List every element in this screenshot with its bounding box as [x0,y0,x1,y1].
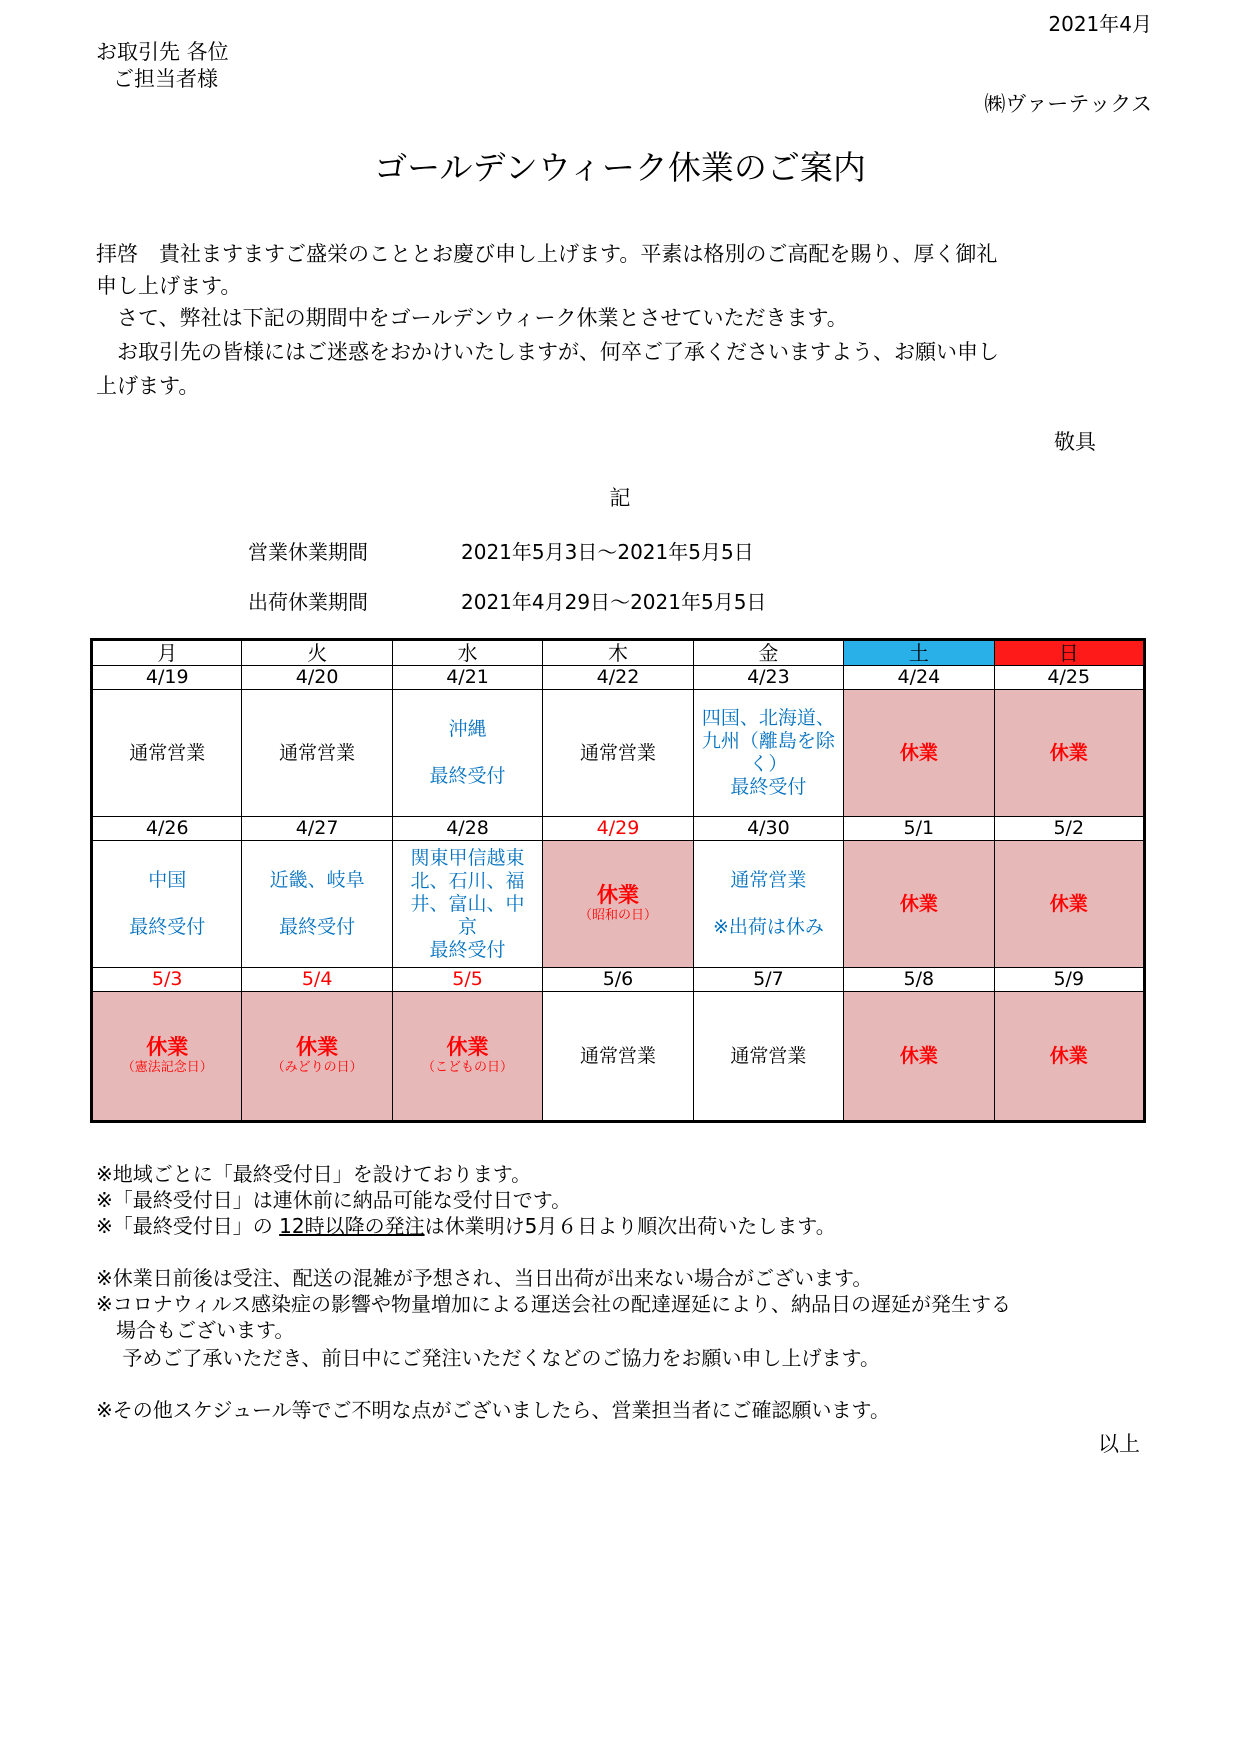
holiday-calendar [90,638,1146,1123]
weekday-sat: 土 [844,640,994,666]
note-6: 場合もございます。 [96,1318,295,1342]
status-cell [693,841,843,968]
holiday-name: （みどりの日） [271,1060,363,1075]
status-row [92,841,1145,968]
date-cell-holiday: 4/29 [543,817,693,841]
date-cell: 5/7 [693,968,843,992]
status-cell-closed: 休業 [994,841,1144,968]
date-cell: 5/9 [994,968,1144,992]
body-line-5: 上げます。 [96,374,200,398]
business-period-value: 2021年5月3日～2021年5月5日 [461,540,754,564]
date-cell: 4/26 [92,817,242,841]
date-cell: 4/23 [693,666,843,690]
body-line-1: 拝啓 貴社ますますご盛栄のこととお慶び申し上げます。平素は格別のご高配を賜り、厚く御礼 [96,242,998,266]
closing-keigu: 敬具 [1054,430,1096,454]
status-cell [392,841,542,968]
page-title: ゴールデンウィーク休業のご案内 [374,148,866,187]
recipient-line-2: ご担当者様 [113,67,218,91]
final-order-label: 最終受付 [429,765,506,787]
weekday-thu: 木 [543,640,693,666]
body-line-2: 申し上げます。 [96,274,242,298]
final-order-label: 最終受付 [730,776,807,798]
closed-label: 休業 [146,1035,189,1059]
date-row [92,817,1145,841]
date-cell: 4/19 [92,666,242,690]
note-4: ※休業日前後は受注、配送の混雑が予想され、当日出荷が出来ない場合がございます。 [96,1266,873,1290]
status-cell-closed: 休業 [844,690,994,817]
note-5: ※コロナウィルス感染症の影響や物量増加による運送会社の配達遅延により、納品日の遅延が発生する [96,1292,1011,1316]
holiday-name: （こどもの日） [422,1060,514,1075]
date-cell: 4/22 [543,666,693,690]
date-row [92,666,1145,690]
document-date: 2021年4月 [1048,12,1152,36]
status-cell: 通常営業 [92,690,242,817]
status-cell-closed: 休業 [844,992,994,1122]
shipping-note: ※出荷は休み [712,916,824,938]
status-cell [92,841,242,968]
region-label: 通常営業 [730,869,807,891]
note-3-underlined: 12時以降の発注 [279,1214,425,1238]
note-1: ※地域ごとに「最終受付日」を設けております。 [96,1162,532,1186]
date-cell: 5/6 [543,968,693,992]
date-cell: 4/28 [392,817,542,841]
date-cell: 4/20 [242,666,392,690]
note-7: 予めご了承いただき、前日中にご発注いただくなどのご協力をお願い申し上げます。 [96,1346,880,1370]
status-cell: 通常営業 [543,992,693,1122]
closed-label: 休業 [596,883,639,907]
weekday-tue: 火 [242,640,392,666]
status-cell [392,690,542,817]
weekday-mon: 月 [92,640,242,666]
closed-label: 休業 [296,1035,339,1059]
business-period-label: 営業休業期間 [248,540,368,564]
status-cell-closed [242,992,392,1122]
date-cell: 5/1 [844,817,994,841]
date-cell-holiday: 5/4 [242,968,392,992]
status-cell-closed: 休業 [994,690,1144,817]
date-cell: 4/30 [693,817,843,841]
shipping-period-value: 2021年4月29日～2021年5月5日 [461,590,767,614]
status-row [92,992,1145,1122]
weekday-header-row [92,640,1145,666]
holiday-name: （昭和の日） [578,908,657,923]
status-cell: 通常営業 [242,690,392,817]
final-order-label: 最終受付 [429,938,506,961]
closing-ijou: 以上 [1098,1432,1140,1456]
date-cell: 4/24 [844,666,994,690]
final-order-label: 最終受付 [129,916,206,938]
note-3 [96,1210,836,1239]
holiday-name: （憲法記念日） [121,1060,213,1075]
status-cell-closed [543,841,693,968]
region-label: 近畿、岐阜 [269,869,365,891]
company-name: ㈱ヴァーテックス [984,92,1152,116]
status-cell-closed: 休業 [994,992,1144,1122]
status-cell-closed [392,992,542,1122]
region-label: 中国 [148,869,187,891]
recipient-line-1: お取引先 各位 [96,40,229,64]
region-label: 四国、北海道、九州（離島を除く） [701,707,835,775]
status-cell: 通常営業 [543,690,693,817]
weekday-wed: 水 [392,640,542,666]
shipping-period-label: 出荷休業期間 [248,590,368,614]
region-label: 沖縄 [448,718,487,740]
ki-heading: 記 [609,486,631,510]
status-cell-closed: 休業 [844,841,994,968]
status-cell: 通常営業 [693,992,843,1122]
date-cell: 4/27 [242,817,392,841]
date-cell: 4/21 [392,666,542,690]
final-order-label: 最終受付 [279,916,356,938]
weekday-sun: 日 [994,640,1144,666]
date-row [92,968,1145,992]
note-2: ※「最終受付日」は連休前に納品可能な受付日です。 [96,1188,572,1212]
status-cell-closed [92,992,242,1122]
region-label: 関東甲信越東北、石川、福井、富山、中京 [410,846,525,938]
date-cell: 5/8 [844,968,994,992]
note-3-part-c: は休業明け5月６日より順次出荷いたします。 [424,1214,836,1238]
date-cell-holiday: 5/3 [92,968,242,992]
body-line-3: さて、弊社は下記の期間中をゴールデンウィーク休業とさせていただきます。 [96,306,848,330]
date-cell: 5/2 [994,817,1144,841]
weekday-fri: 金 [693,640,843,666]
note-8: ※その他スケジュール等でご不明な点がございましたら、営業担当者にご確認願います。 [96,1398,890,1422]
status-row [92,690,1145,817]
date-cell-holiday: 5/5 [392,968,542,992]
closed-label: 休業 [446,1035,489,1059]
body-line-4: お取引先の皆様にはご迷惑をおかけいたしますが、何卒ご了承くださいますよう、お願い申し [96,340,999,364]
status-cell [693,690,843,817]
status-cell [242,841,392,968]
date-cell: 4/25 [994,666,1144,690]
note-3-part-a: ※「最終受付日」の [96,1214,280,1238]
